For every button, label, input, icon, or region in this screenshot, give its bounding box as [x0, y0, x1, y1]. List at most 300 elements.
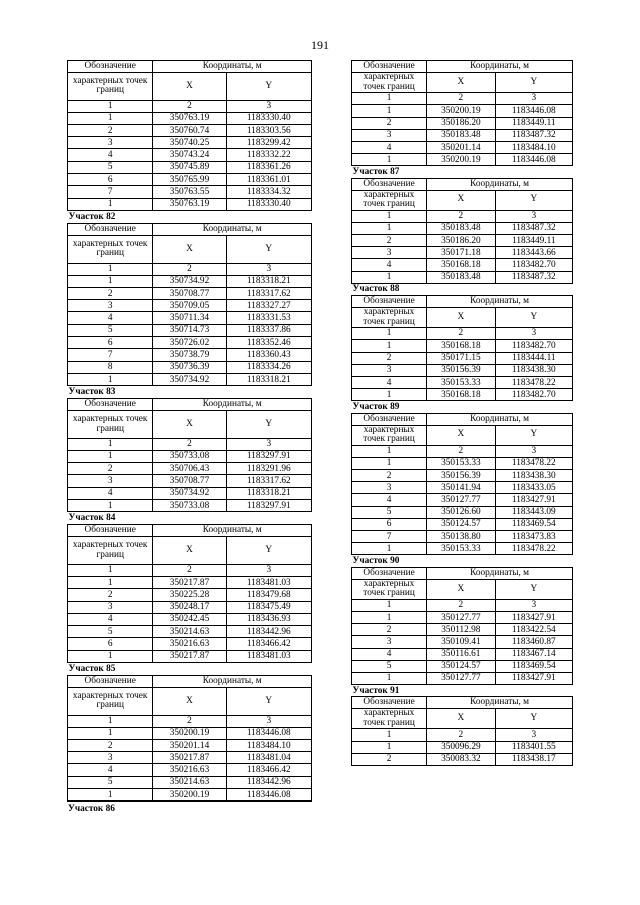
y-value: 1183318.21 — [226, 275, 311, 287]
point-number: 3 — [352, 247, 427, 259]
y-value: 1183487.32 — [495, 271, 572, 283]
y-value: 1183318.21 — [226, 373, 311, 385]
designation-header-cont: характерных точек границ — [68, 537, 153, 565]
y-value: 1183478.22 — [495, 376, 572, 388]
table-row — [352, 611, 573, 623]
table-row — [68, 626, 312, 638]
point-number: 5 — [68, 161, 153, 173]
x-value: 350183.48 — [427, 129, 496, 141]
table-row — [68, 361, 312, 373]
table-row — [68, 589, 312, 601]
point-number: 1 — [352, 457, 427, 469]
y-value: 1183318.21 — [226, 487, 311, 499]
y-value: 1183352.46 — [226, 337, 311, 349]
coordinates-table-left — [67, 60, 312, 801]
table-header-row — [352, 73, 573, 93]
point-number: 1 — [352, 389, 427, 401]
table-row — [352, 506, 573, 518]
x-header: X — [427, 190, 496, 210]
y-value: 1183444.11 — [495, 352, 572, 364]
table-header-row — [352, 308, 573, 328]
y-header: Y — [495, 425, 572, 445]
designation-header-cont: характерных точек границ — [68, 687, 153, 715]
column-number: 2 — [153, 439, 226, 451]
y-value: 1183303.56 — [226, 124, 311, 136]
table-header-row — [68, 525, 312, 537]
x-value: 350183.48 — [427, 222, 496, 234]
x-value: 350109.41 — [427, 636, 496, 648]
y-value: 1183337.86 — [226, 324, 311, 336]
table-row — [352, 624, 573, 636]
y-value: 1183436.93 — [226, 613, 311, 625]
y-header: Y — [495, 579, 572, 599]
column-number: 1 — [68, 263, 153, 275]
x-value: 350711.34 — [153, 312, 226, 324]
designation-header-cont: характерных точек границ — [352, 709, 427, 729]
column-number: 2 — [427, 210, 496, 222]
y-header: Y — [226, 72, 311, 100]
designation-header: Обозначение — [352, 697, 427, 709]
x-value: 350124.57 — [427, 518, 496, 530]
y-value: 1183467.14 — [495, 648, 572, 660]
point-number: 5 — [352, 660, 427, 672]
x-value: 350763.19 — [153, 112, 226, 124]
x-value: 350096.29 — [427, 741, 496, 753]
column-number: 3 — [226, 439, 311, 451]
point-number: 4 — [68, 149, 153, 161]
y-value: 1183334.26 — [226, 361, 311, 373]
table-row — [68, 463, 312, 475]
x-value: 350743.24 — [153, 149, 226, 161]
table-row — [68, 613, 312, 625]
section-title-row — [352, 555, 573, 567]
left-column — [67, 60, 312, 814]
y-value: 1183317.62 — [226, 475, 311, 487]
x-value: 350186.20 — [427, 117, 496, 129]
column-number: 1 — [352, 93, 427, 105]
section-title: Участок 91 — [352, 685, 573, 697]
x-value: 350112.98 — [427, 624, 496, 636]
table-header-row — [352, 61, 573, 73]
table-row — [352, 129, 573, 141]
section-title: Участок 84 — [68, 512, 312, 525]
x-value: 350217.87 — [153, 576, 226, 588]
table-row — [68, 112, 312, 124]
y-header: Y — [495, 709, 572, 729]
y-header: Y — [226, 411, 311, 439]
x-value: 350127.77 — [427, 672, 496, 684]
column-number-row — [352, 93, 573, 105]
point-number: 6 — [352, 518, 427, 530]
table-row — [352, 376, 573, 388]
x-value: 350168.18 — [427, 259, 496, 271]
x-value: 350153.33 — [427, 376, 496, 388]
x-value: 350127.77 — [427, 611, 496, 623]
column-number-row — [68, 263, 312, 275]
y-value: 1183466.42 — [226, 764, 311, 776]
x-value: 350083.32 — [427, 753, 496, 765]
y-value: 1183481.03 — [226, 576, 311, 588]
y-value: 1183299.42 — [226, 137, 311, 149]
y-value: 1183331.53 — [226, 312, 311, 324]
y-header: Y — [495, 73, 572, 93]
point-number: 2 — [352, 624, 427, 636]
x-value: 350214.63 — [153, 776, 226, 788]
coordinates-header: Координаты, м — [153, 61, 312, 73]
column-number: 2 — [153, 263, 226, 275]
x-value: 350200.19 — [427, 154, 496, 166]
x-header: X — [427, 579, 496, 599]
point-number: 3 — [68, 300, 153, 312]
designation-header-cont: характерных точек границ — [352, 73, 427, 93]
designation-header: Обозначение — [68, 61, 153, 73]
y-value: 1183330.40 — [226, 112, 311, 124]
point-number: 7 — [352, 531, 427, 543]
point-number: 3 — [68, 601, 153, 613]
table-row — [352, 672, 573, 684]
table-row — [68, 337, 312, 349]
y-value: 1183469.54 — [495, 518, 572, 530]
y-value: 1183427.91 — [495, 672, 572, 684]
point-number: 4 — [352, 648, 427, 660]
table-header-row — [68, 72, 312, 100]
point-number: 1 — [352, 741, 427, 753]
table-row — [68, 312, 312, 324]
x-value: 350153.33 — [427, 457, 496, 469]
x-value: 350740.25 — [153, 137, 226, 149]
x-value: 350706.43 — [153, 463, 226, 475]
table-header-row — [68, 61, 312, 73]
column-number-row — [68, 715, 312, 727]
section-title: Участок 87 — [352, 166, 573, 178]
y-value: 1183479.68 — [226, 589, 311, 601]
point-number: 3 — [352, 364, 427, 376]
x-value: 350217.87 — [153, 752, 226, 764]
y-value: 1183438.17 — [495, 753, 572, 765]
y-value: 1183478.22 — [495, 543, 572, 555]
x-value: 350734.92 — [153, 275, 226, 287]
section-title: Участок 90 — [352, 555, 573, 567]
section-title-row — [352, 166, 573, 178]
designation-header-cont: характерных точек границ — [352, 579, 427, 599]
x-value: 350733.08 — [153, 500, 226, 512]
y-value: 1183484.10 — [226, 739, 311, 751]
point-number: 5 — [68, 626, 153, 638]
point-number: 2 — [352, 352, 427, 364]
table-header-row — [68, 675, 312, 687]
y-value: 1183446.08 — [495, 154, 572, 166]
table-row — [68, 137, 312, 149]
point-number: 5 — [68, 324, 153, 336]
section-title-row — [68, 210, 312, 223]
table-row — [352, 105, 573, 117]
section-title-row — [352, 685, 573, 697]
coordinates-header: Координаты, м — [153, 675, 312, 687]
point-number: 8 — [68, 361, 153, 373]
column-number-row — [352, 328, 573, 340]
table-row — [68, 576, 312, 588]
point-number: 2 — [352, 753, 427, 765]
designation-header: Обозначение — [68, 525, 153, 537]
table-row — [352, 364, 573, 376]
table-row — [68, 764, 312, 776]
x-value: 350200.19 — [153, 789, 226, 801]
y-value: 1183449.11 — [495, 235, 572, 247]
table-row — [68, 789, 312, 801]
y-value: 1183360.43 — [226, 349, 311, 361]
point-number: 2 — [352, 470, 427, 482]
point-number: 1 — [68, 275, 153, 287]
y-header: Y — [495, 190, 572, 210]
point-number: 4 — [68, 487, 153, 499]
column-number-row — [352, 599, 573, 611]
y-header: Y — [226, 687, 311, 715]
x-value: 350141.94 — [427, 482, 496, 494]
x-value: 350714.73 — [153, 324, 226, 336]
column-number: 2 — [427, 599, 496, 611]
designation-header-cont: характерных точек границ — [68, 235, 153, 263]
y-value: 1183482.70 — [495, 389, 572, 401]
column-number: 1 — [68, 439, 153, 451]
point-number: 1 — [68, 576, 153, 588]
column-number-row — [68, 100, 312, 112]
y-value: 1183449.11 — [495, 117, 572, 129]
point-number: 2 — [352, 117, 427, 129]
coordinates-header: Координаты, м — [427, 697, 573, 709]
designation-header: Обозначение — [352, 567, 427, 579]
y-value: 1183446.08 — [495, 105, 572, 117]
x-value: 350738.79 — [153, 349, 226, 361]
x-value: 350214.63 — [153, 626, 226, 638]
y-value: 1183466.42 — [226, 638, 311, 650]
point-number: 3 — [352, 482, 427, 494]
point-number: 1 — [352, 271, 427, 283]
table-row — [352, 117, 573, 129]
column-number: 1 — [352, 599, 427, 611]
table-row — [68, 500, 312, 512]
x-value: 350709.05 — [153, 300, 226, 312]
point-number: 2 — [68, 739, 153, 751]
point-number: 2 — [68, 463, 153, 475]
point-number: 1 — [352, 611, 427, 623]
x-value: 350734.92 — [153, 373, 226, 385]
y-value: 1183481.03 — [226, 650, 311, 662]
column-number-row — [352, 445, 573, 457]
table-row — [352, 543, 573, 555]
y-header: Y — [226, 235, 311, 263]
y-value: 1183361.26 — [226, 161, 311, 173]
table-header-row — [352, 567, 573, 579]
x-value: 350116.61 — [427, 648, 496, 660]
point-number: 7 — [68, 349, 153, 361]
designation-header-cont: характерных точек границ — [352, 308, 427, 328]
table-row — [68, 475, 312, 487]
designation-header-cont: характерных точек границ — [352, 425, 427, 445]
coordinates-header: Координаты, м — [427, 413, 573, 425]
table-row — [352, 482, 573, 494]
table-header-row — [68, 411, 312, 439]
table-header-row — [352, 579, 573, 599]
point-number: 1 — [352, 105, 427, 117]
table-row — [68, 752, 312, 764]
x-value: 350200.19 — [427, 105, 496, 117]
section-title: Участок 89 — [352, 401, 573, 413]
x-value: 350186.20 — [427, 235, 496, 247]
table-row — [68, 776, 312, 788]
table-row — [68, 650, 312, 662]
table-row — [68, 450, 312, 462]
coordinates-header: Координаты, м — [427, 567, 573, 579]
table-row — [68, 124, 312, 136]
table-row — [352, 141, 573, 153]
x-value: 350201.14 — [427, 141, 496, 153]
table-header-row — [68, 687, 312, 715]
coordinates-header: Координаты, м — [153, 399, 312, 411]
table-row — [352, 636, 573, 648]
coordinates-header: Координаты, м — [427, 61, 573, 73]
table-row — [68, 149, 312, 161]
x-header: X — [153, 411, 226, 439]
x-value: 350126.60 — [427, 506, 496, 518]
y-value: 1183481.04 — [226, 752, 311, 764]
page-number: 191 — [311, 38, 329, 52]
column-number: 3 — [226, 715, 311, 727]
column-number: 3 — [495, 729, 572, 741]
y-value: 1183291.96 — [226, 463, 311, 475]
x-header: X — [427, 425, 496, 445]
x-value: 350216.63 — [153, 638, 226, 650]
table-row — [352, 741, 573, 753]
designation-header-cont: характерных точек границ — [68, 72, 153, 100]
point-number: 1 — [352, 222, 427, 234]
designation-header-cont: характерных точек границ — [68, 411, 153, 439]
column-number-row — [68, 565, 312, 577]
column-number: 1 — [68, 565, 153, 577]
point-number: 6 — [68, 337, 153, 349]
table-row — [68, 638, 312, 650]
x-value: 350168.18 — [427, 389, 496, 401]
y-value: 1183401.55 — [495, 741, 572, 753]
point-number: 2 — [352, 235, 427, 247]
table-row — [352, 531, 573, 543]
x-value: 350225.28 — [153, 589, 226, 601]
coordinates-header: Координаты, м — [427, 178, 573, 190]
point-number: 3 — [68, 752, 153, 764]
section-title: Участок 88 — [352, 283, 573, 295]
point-number: 3 — [68, 137, 153, 149]
x-value: 350736.39 — [153, 361, 226, 373]
point-number: 1 — [68, 112, 153, 124]
table-row — [68, 174, 312, 186]
table-row — [68, 300, 312, 312]
point-number: 4 — [68, 312, 153, 324]
y-value: 1183297.91 — [226, 500, 311, 512]
x-value: 350763.19 — [153, 198, 226, 210]
x-value: 350217.87 — [153, 650, 226, 662]
x-value: 350201.14 — [153, 739, 226, 751]
point-number: 2 — [68, 287, 153, 299]
y-value: 1183475.49 — [226, 601, 311, 613]
y-value: 1183438.30 — [495, 470, 572, 482]
y-value: 1183332.22 — [226, 149, 311, 161]
column-number: 1 — [352, 445, 427, 457]
column-number: 3 — [226, 263, 311, 275]
point-number: 4 — [352, 141, 427, 153]
x-header: X — [153, 687, 226, 715]
table-row — [68, 739, 312, 751]
x-value: 350156.39 — [427, 364, 496, 376]
x-value: 350183.48 — [427, 271, 496, 283]
y-value: 1183482.70 — [495, 340, 572, 352]
x-value: 350138.80 — [427, 531, 496, 543]
table-row — [352, 660, 573, 672]
y-value: 1183443.66 — [495, 247, 572, 259]
coordinates-table-right — [351, 60, 573, 766]
column-number: 3 — [495, 599, 572, 611]
table-row — [68, 487, 312, 499]
column-number: 1 — [68, 100, 153, 112]
point-number: 3 — [68, 475, 153, 487]
point-number: 2 — [68, 589, 153, 601]
x-value: 350127.77 — [427, 494, 496, 506]
point-number: 5 — [352, 506, 427, 518]
point-number: 1 — [352, 154, 427, 166]
x-header: X — [427, 709, 496, 729]
x-value: 350760.74 — [153, 124, 226, 136]
y-value: 1183327.27 — [226, 300, 311, 312]
x-header: X — [427, 73, 496, 93]
y-header: Y — [495, 308, 572, 328]
table-row — [68, 727, 312, 739]
table-row — [68, 601, 312, 613]
y-value: 1183487.32 — [495, 222, 572, 234]
point-number: 4 — [352, 494, 427, 506]
y-value: 1183484.10 — [495, 141, 572, 153]
section-title: Участок 82 — [68, 210, 312, 223]
designation-header: Обозначение — [352, 61, 427, 73]
point-number: 6 — [68, 174, 153, 186]
x-value: 350200.19 — [153, 727, 226, 739]
table-row — [352, 753, 573, 765]
y-value: 1183334.32 — [226, 186, 311, 198]
y-value: 1183433.05 — [495, 482, 572, 494]
table-header-row — [68, 399, 312, 411]
column-number: 1 — [68, 715, 153, 727]
column-number: 1 — [352, 729, 427, 741]
table-row — [68, 161, 312, 173]
y-value: 1183422.54 — [495, 624, 572, 636]
designation-header: Обозначение — [352, 296, 427, 308]
table-row — [352, 352, 573, 364]
column-number: 2 — [153, 100, 226, 112]
table-header-row — [352, 413, 573, 425]
y-value: 1183330.40 — [226, 198, 311, 210]
y-value: 1183361.01 — [226, 174, 311, 186]
column-number: 2 — [427, 328, 496, 340]
section-title-row — [68, 662, 312, 675]
point-number: 2 — [68, 124, 153, 136]
column-number: 3 — [495, 328, 572, 340]
designation-header-cont: характерных точек границ — [352, 190, 427, 210]
designation-header: Обозначение — [352, 413, 427, 425]
y-value: 1183446.08 — [226, 727, 311, 739]
section-title-row — [68, 512, 312, 525]
table-row — [352, 271, 573, 283]
column-number: 3 — [495, 210, 572, 222]
point-number: 1 — [68, 373, 153, 385]
table-header-row — [68, 235, 312, 263]
section-title-row — [352, 401, 573, 413]
